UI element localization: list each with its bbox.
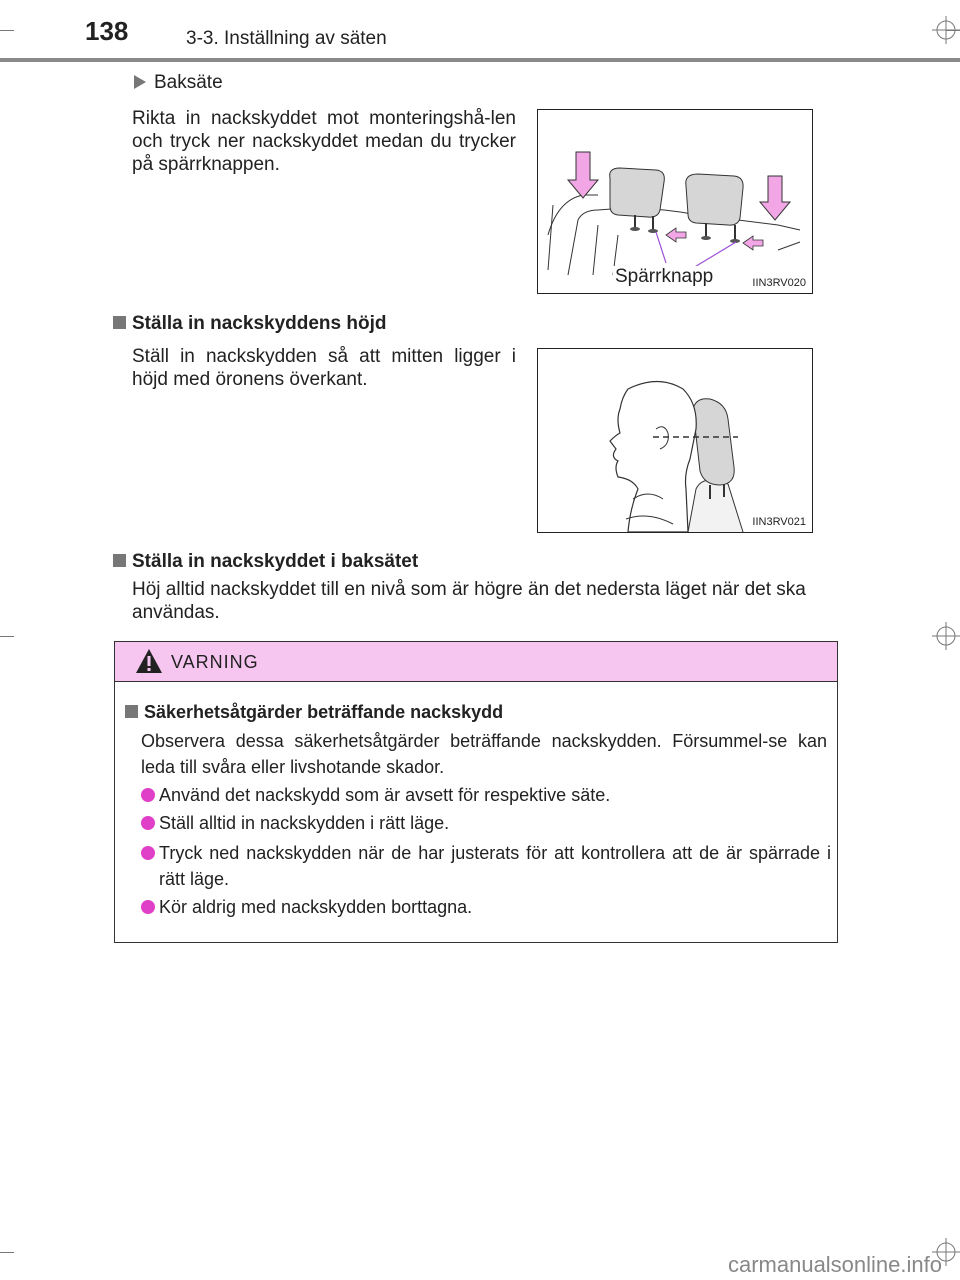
warning-heading-label: Säkerhetsåtgärder beträffande nackskydd xyxy=(144,702,504,722)
warning-intro: Observera dessa säkerhetsåtgärder beträffande nackskydden. Försummel-se kan leda till svåra eller livshotande skador. xyxy=(141,731,827,777)
bullet-dot-icon xyxy=(141,846,155,860)
crop-mark xyxy=(0,636,14,637)
sparrknapp-callout-label: Spärrknapp xyxy=(615,266,714,287)
rear-headrest-heading-label: Ställa in nackskyddet i baksätet xyxy=(132,551,419,572)
rear-seat-subheading xyxy=(134,72,223,94)
warning-bullet xyxy=(141,894,831,920)
square-bullet-icon xyxy=(113,316,126,329)
rear-seat-instruction: Rikta in nackskyddet mot monteringshå-len och tryck ner nackskyddet medan du trycker på spärrknappen. xyxy=(132,108,516,175)
crop-mark xyxy=(0,1252,14,1253)
warning-bullet xyxy=(141,782,831,808)
crop-mark xyxy=(0,30,14,31)
warning-header xyxy=(115,642,837,682)
bullet-dot-icon xyxy=(141,816,155,830)
warning-bullet xyxy=(141,840,831,892)
registration-mark-icon xyxy=(932,16,960,44)
height-section-heading-label: Ställa in nackskyddens höjd xyxy=(132,313,387,334)
warning-heading xyxy=(125,702,503,723)
height-instruction: Ställ in nackskydden så att mitten ligger i höjd med öronens överkant. xyxy=(132,346,516,390)
rear-headrest-text: Höj alltid nackskyddet till en nivå som är högre än det nedersta läget när det ska användas. xyxy=(132,579,806,623)
figure-code: IIN3RV021 xyxy=(752,516,806,528)
rear-seat-figure xyxy=(537,109,813,294)
warning-bullet-text: Kör aldrig med nackskydden borttagna. xyxy=(159,897,473,917)
triangle-bullet-icon xyxy=(134,75,146,89)
bullet-dot-icon xyxy=(141,900,155,914)
section-title: 3-3. Inställning av säten xyxy=(186,28,387,49)
height-figure xyxy=(537,348,813,533)
header-rule xyxy=(0,58,960,62)
warning-bullet-text: Tryck ned nackskydden när de har justerats för att kontrollera att de är spärrade i rätt läge. xyxy=(159,843,831,889)
warning-box xyxy=(114,641,838,943)
square-bullet-icon xyxy=(125,705,138,718)
height-section-heading xyxy=(113,313,386,335)
warning-bullet-text: Ställ alltid in nackskydden i rätt läge. xyxy=(159,813,450,833)
watermark: carmanualsonline.info xyxy=(727,1252,942,1277)
page-number: 138 xyxy=(85,16,129,46)
warning-triangle-icon xyxy=(135,648,163,674)
bullet-dot-icon xyxy=(141,788,155,802)
figure-code: IIN3RV020 xyxy=(752,277,806,289)
rear-seat-subheading-label: Baksäte xyxy=(154,72,223,93)
warning-title: VARNING xyxy=(171,652,259,672)
warning-bullet-text: Använd det nackskydd som är avsett för respektive säte. xyxy=(159,785,611,805)
square-bullet-icon xyxy=(113,554,126,567)
warning-bullet xyxy=(141,810,831,836)
registration-mark-icon xyxy=(932,622,960,650)
rear-headrest-heading xyxy=(113,551,418,573)
head-profile-illustration xyxy=(538,349,812,532)
